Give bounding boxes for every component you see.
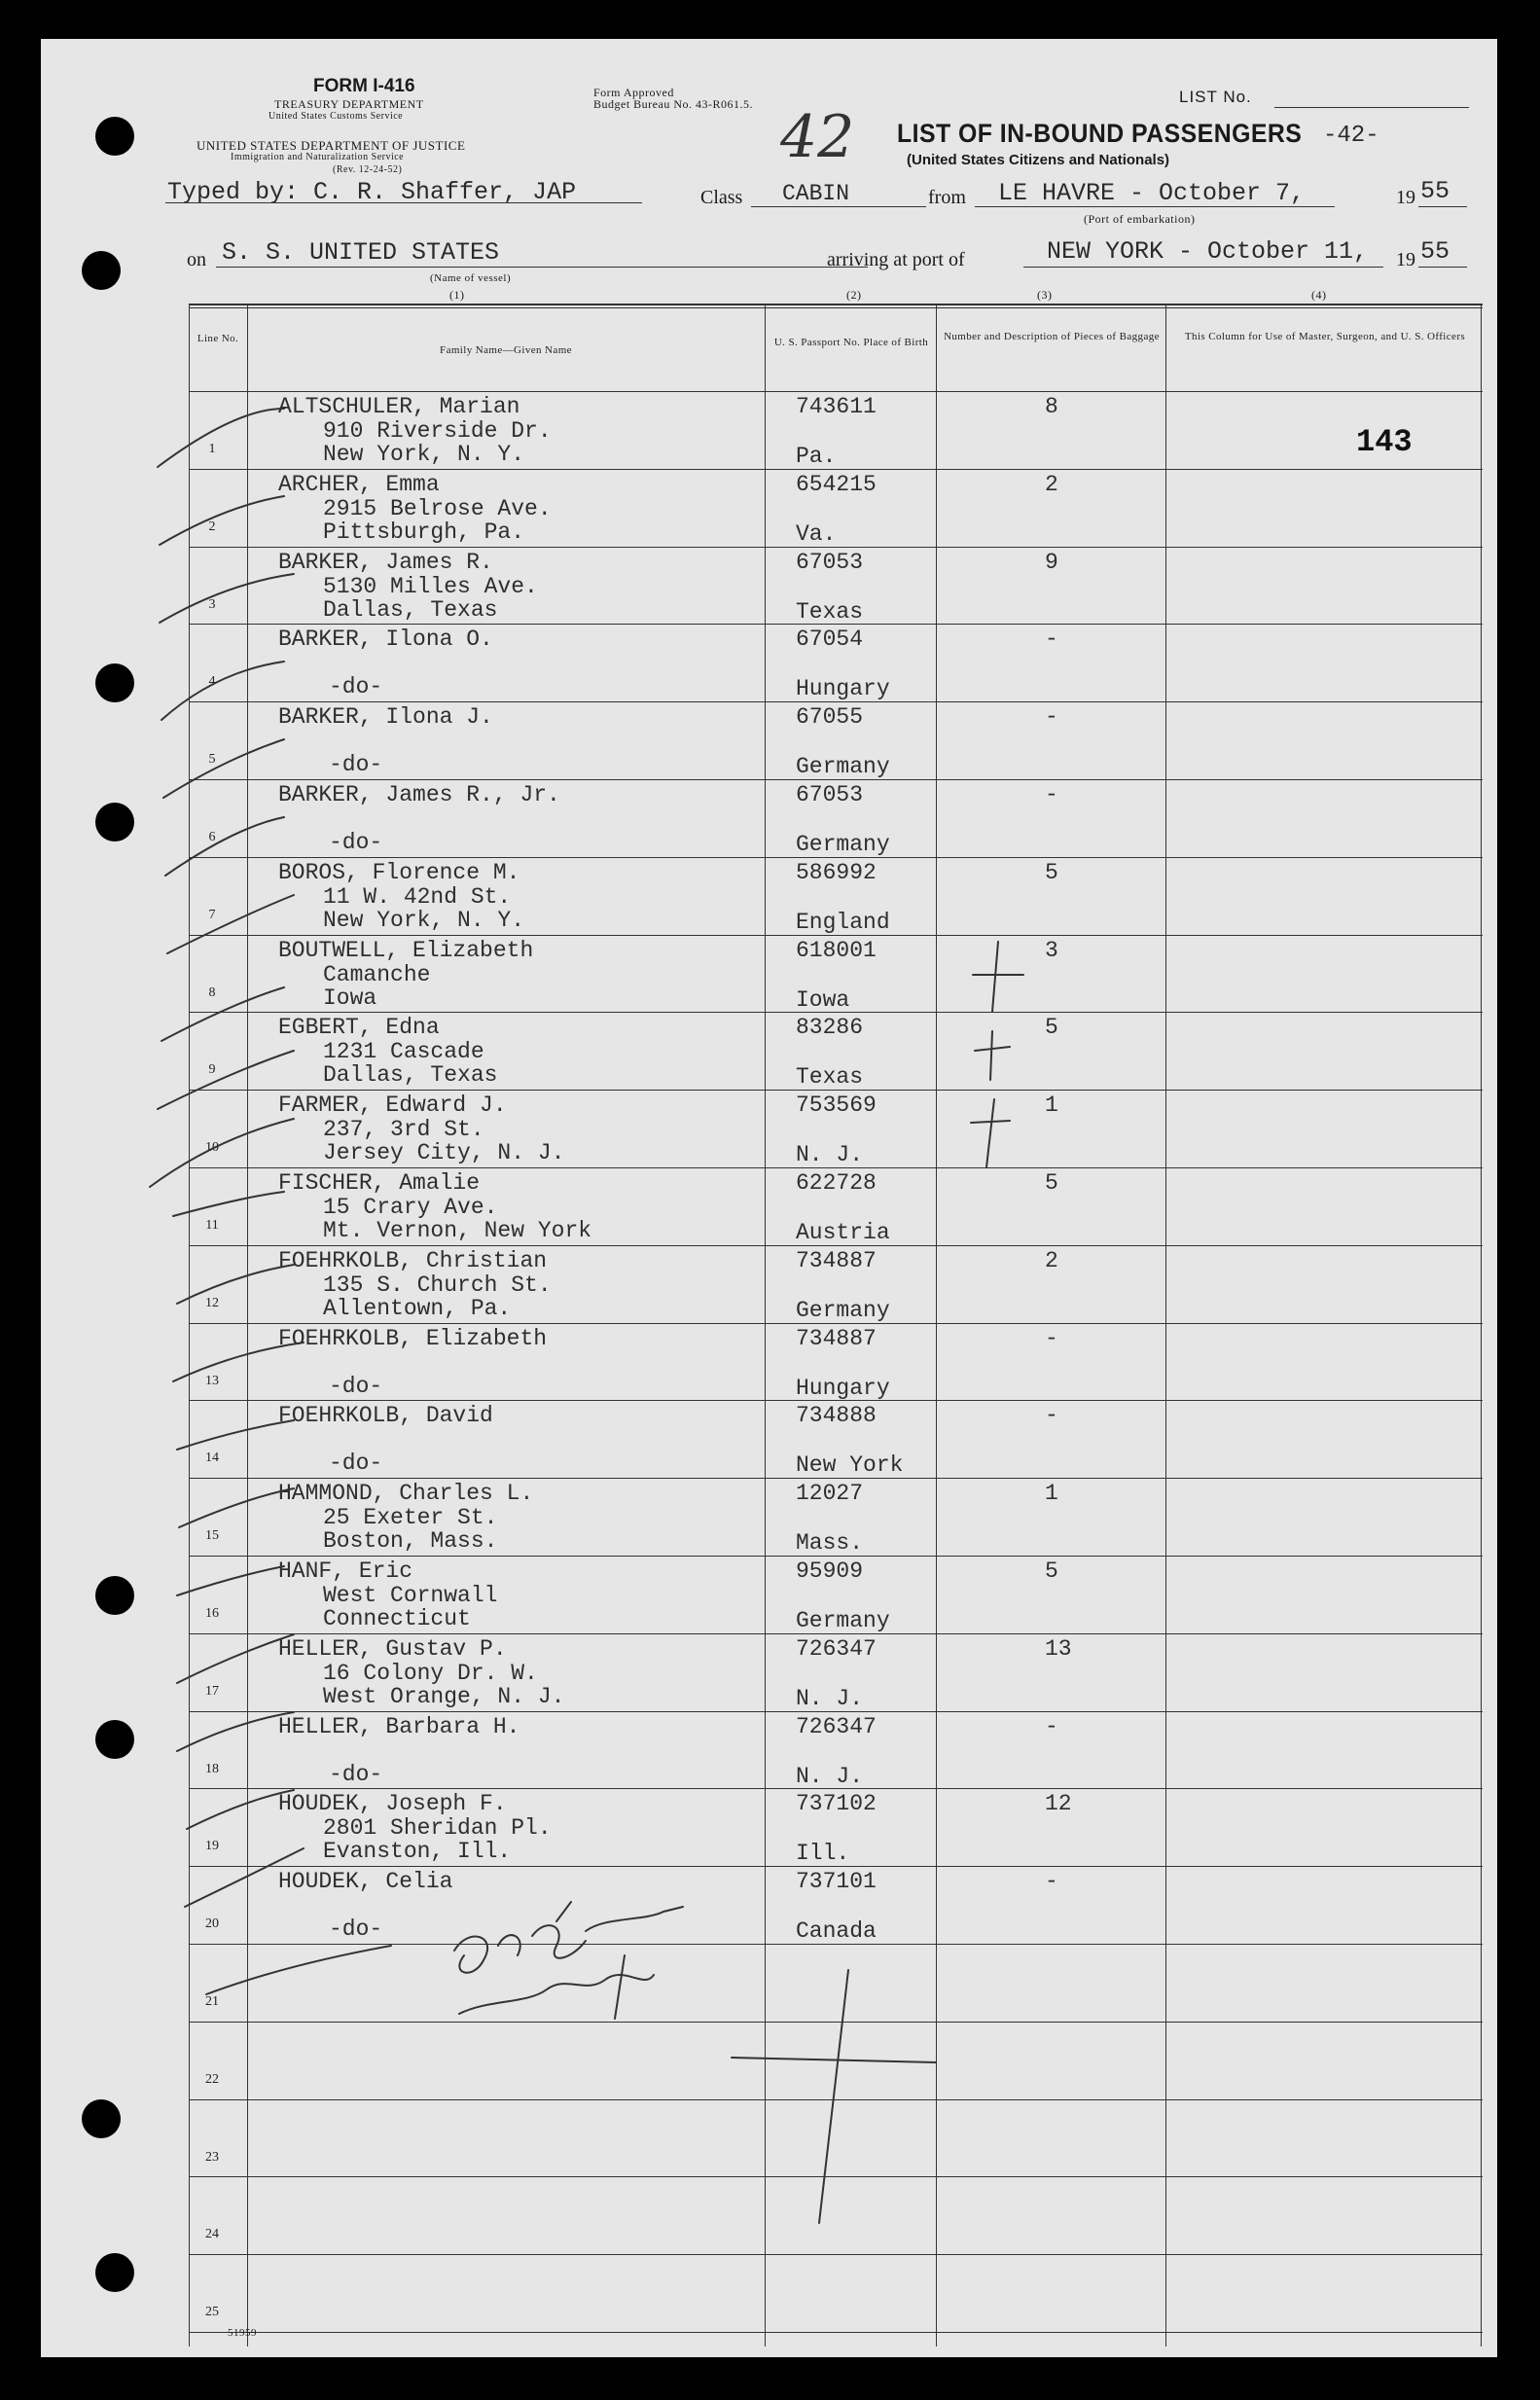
list-no-label: LIST No.	[1179, 88, 1252, 106]
passport-number: 734888	[796, 1403, 877, 1428]
line-number: 8	[208, 985, 216, 1000]
form-number: FORM I-416	[313, 76, 415, 96]
passenger-name: BARKER, James R.	[278, 550, 493, 575]
place-of-birth: Austria	[796, 1220, 890, 1245]
punch-hole	[95, 1576, 134, 1615]
address-line-2: Iowa	[323, 985, 377, 1011]
manifest-sheet	[41, 39, 1497, 2357]
column-number-4: (4)	[1311, 288, 1327, 302]
line-number: 9	[208, 1062, 216, 1077]
form-approved: Form Approved	[593, 86, 674, 99]
line-number: 16	[205, 1606, 219, 1621]
address-line-2: Allentown, Pa.	[323, 1296, 512, 1321]
from-year-prefix: 19	[1396, 187, 1415, 208]
address-line-2: Pittsburgh, Pa.	[323, 519, 525, 545]
line-number: 1	[208, 442, 216, 456]
passenger-name: FOEHRKOLB, Elizabeth	[278, 1326, 548, 1351]
address-line-2: -do-	[329, 1916, 383, 1942]
line-number: 14	[205, 1451, 219, 1465]
passport-number: 743611	[796, 394, 877, 419]
on-label: on	[187, 249, 206, 270]
passport-number: 726347	[796, 1636, 877, 1662]
address-line-1: 16 Colony Dr. W.	[323, 1661, 538, 1686]
baggage-count: -	[1045, 704, 1058, 730]
address-line-1: 2915 Belrose Ave.	[323, 496, 552, 521]
line-number: 24	[205, 2227, 219, 2241]
place-of-birth: N. J.	[796, 1142, 864, 1167]
address-line-2: -do-	[329, 752, 383, 777]
passenger-name: BARKER, Ilona O.	[278, 627, 493, 652]
passport-number: 753569	[796, 1093, 877, 1118]
passenger-name: HOUDEK, Celia	[278, 1869, 453, 1894]
passenger-name: FOEHRKOLB, Christian	[278, 1248, 548, 1273]
line-number: 15	[205, 1528, 219, 1543]
baggage-count: -	[1045, 782, 1058, 807]
line-number: 21	[205, 1994, 219, 2009]
punch-hole	[95, 117, 134, 156]
punch-hole	[95, 663, 134, 702]
immigration-label: Immigration and Naturalization Service	[231, 152, 405, 162]
address-line-1: 11 W. 42nd St.	[323, 884, 512, 910]
passport-number: 586992	[796, 860, 877, 885]
place-of-birth: N. J.	[796, 1686, 864, 1711]
baggage-count: -	[1045, 1869, 1058, 1894]
baggage-count: 8	[1045, 394, 1058, 419]
address-line-1: 910 Riverside Dr.	[323, 418, 552, 444]
address-line-2: Boston, Mass.	[323, 1528, 498, 1554]
page-stamp-number: 143	[1356, 424, 1413, 460]
address-line-2: Jersey City, N. J.	[323, 1140, 565, 1165]
arriving-label: arriving at port of	[827, 249, 965, 270]
revision-label: (Rev. 12-24-52)	[333, 164, 403, 175]
column-header-line: Line No.	[197, 333, 239, 344]
line-number: 10	[205, 1140, 219, 1155]
place-of-birth: Germany	[796, 1608, 890, 1633]
address-line-2: New York, N. Y.	[323, 442, 525, 467]
column-header-baggage: Number and Description of Pieces of Baggage	[944, 331, 1160, 342]
line-number: 19	[205, 1839, 219, 1853]
class-value: CABIN	[782, 181, 850, 206]
punch-hole	[82, 251, 121, 290]
from-label: from	[928, 187, 966, 208]
line-number: 22	[205, 2072, 219, 2087]
column-header-passport: U. S. Passport No. Place of Birth	[773, 337, 929, 348]
line-number: 2	[208, 519, 216, 534]
place-of-birth: England	[796, 910, 890, 935]
passenger-name: FOEHRKOLB, David	[278, 1403, 493, 1428]
baggage-count: 1	[1045, 1093, 1058, 1118]
passenger-name: FARMER, Edward J.	[278, 1093, 507, 1118]
passport-number: 737102	[796, 1791, 877, 1816]
place-of-birth: Pa.	[796, 444, 837, 469]
page-title: LIST OF IN-BOUND PASSENGERS	[897, 119, 1303, 148]
passport-number: 618001	[796, 938, 877, 963]
address-line-1: 2801 Sheridan Pl.	[323, 1815, 552, 1841]
passport-number: 95909	[796, 1558, 864, 1584]
baggage-count: 1	[1045, 1481, 1058, 1506]
column-header-name: Family Name—Given Name	[440, 344, 572, 356]
baggage-count: -	[1045, 1326, 1058, 1351]
place-of-birth: Canada	[796, 1918, 877, 1944]
address-line-2: Dallas, Texas	[323, 1062, 498, 1088]
vessel-caption: (Name of vessel)	[430, 272, 512, 284]
baggage-count: 5	[1045, 1170, 1058, 1196]
passenger-name: BARKER, James R., Jr.	[278, 782, 560, 807]
baggage-count: 2	[1045, 472, 1058, 497]
passport-number: 12027	[796, 1481, 864, 1506]
baggage-count: 13	[1045, 1636, 1072, 1662]
passport-number: 734887	[796, 1248, 877, 1273]
baggage-count: 2	[1045, 1248, 1058, 1273]
place-of-birth: N. J.	[796, 1764, 864, 1789]
passport-number: 726347	[796, 1714, 877, 1739]
justice-label: UNITED STATES DEPARTMENT OF JUSTICE	[197, 138, 466, 153]
form-code: 51959	[228, 2327, 257, 2339]
baggage-count: 5	[1045, 1015, 1058, 1040]
passport-number: 83286	[796, 1015, 864, 1040]
passenger-name: HELLER, Barbara H.	[278, 1714, 520, 1739]
handwritten-annotations	[41, 39, 1497, 2357]
place-of-birth: Texas	[796, 1064, 864, 1090]
address-line-2: West Orange, N. J.	[323, 1684, 565, 1709]
baggage-count: -	[1045, 1403, 1058, 1428]
place-of-birth: Germany	[796, 754, 890, 779]
address-line-2: -do-	[329, 830, 383, 855]
line-number: 5	[208, 752, 216, 767]
embarkation-port: LE HAVRE - October 7,	[998, 179, 1306, 207]
vessel-name: S. S. UNITED STATES	[222, 238, 500, 267]
passport-number: 622728	[796, 1170, 877, 1196]
place-of-birth: Va.	[796, 521, 837, 547]
address-line-2: New York, N. Y.	[323, 908, 525, 933]
line-number: 25	[205, 2305, 219, 2319]
baggage-count: -	[1045, 627, 1058, 652]
passenger-name: HOUDEK, Joseph F.	[278, 1791, 507, 1816]
passport-number: 734887	[796, 1326, 877, 1351]
passenger-name: HELLER, Gustav P.	[278, 1636, 507, 1662]
passenger-name: ALTSCHULER, Marian	[278, 394, 520, 419]
address-line-2: -do-	[329, 1374, 383, 1399]
place-of-birth: Texas	[796, 599, 864, 625]
arrival-port: NEW YORK - October 11,	[1047, 237, 1369, 266]
passport-number: 67054	[796, 627, 864, 652]
place-of-birth: Mass.	[796, 1530, 864, 1556]
place-of-birth: Hungary	[796, 676, 890, 701]
passport-number: 67055	[796, 704, 864, 730]
passenger-name: BARKER, Ilona J.	[278, 704, 493, 730]
passenger-name: BOUTWELL, Elizabeth	[278, 938, 534, 963]
passport-number: 654215	[796, 472, 877, 497]
baggage-count: 12	[1045, 1791, 1072, 1816]
place-of-birth: Germany	[796, 832, 890, 857]
place-of-birth: Ill.	[796, 1841, 850, 1866]
address-line-1: 25 Exeter St.	[323, 1505, 498, 1530]
address-line-1: West Cornwall	[323, 1583, 498, 1608]
place-of-birth: Iowa	[796, 987, 850, 1013]
place-of-birth: New York	[796, 1452, 904, 1478]
passenger-name: HAMMOND, Charles L.	[278, 1481, 534, 1506]
passenger-name: HANF, Eric	[278, 1558, 413, 1584]
address-line-2: Dallas, Texas	[323, 597, 498, 623]
address-line-2: Evanston, Ill.	[323, 1839, 512, 1864]
punch-hole	[95, 803, 134, 842]
address-line-1: 135 S. Church St.	[323, 1272, 552, 1298]
address-line-2: Mt. Vernon, New York	[323, 1218, 592, 1243]
list-number: -42-	[1323, 123, 1379, 149]
address-line-2: -do-	[329, 674, 383, 699]
address-line-2: -do-	[329, 1762, 383, 1787]
budget-bureau: Budget Bureau No. 43-R061.5.	[593, 97, 753, 111]
punch-hole	[95, 2253, 134, 2292]
line-number: 18	[205, 1762, 219, 1776]
place-of-birth: Germany	[796, 1298, 890, 1323]
place-of-birth: Hungary	[796, 1376, 890, 1401]
line-number: 12	[205, 1296, 219, 1310]
customs-label: United States Customs Service	[269, 111, 404, 122]
column-number-1: (1)	[449, 288, 465, 302]
column-number-2: (2)	[846, 288, 862, 302]
passenger-name: ARCHER, Emma	[278, 472, 440, 497]
baggage-count: 9	[1045, 550, 1058, 575]
address-line-2: Connecticut	[323, 1606, 471, 1631]
baggage-count: 5	[1045, 860, 1058, 885]
line-number: 7	[208, 908, 216, 922]
treasury-label: TREASURY DEPARTMENT	[274, 97, 424, 111]
address-line-1: 15 Crary Ave.	[323, 1195, 498, 1220]
arriving-year-prefix: 19	[1396, 249, 1415, 270]
address-line-1: 1231 Cascade	[323, 1039, 484, 1064]
class-label: Class	[700, 187, 743, 208]
address-line-1: Camanche	[323, 962, 431, 987]
punch-hole	[95, 1720, 134, 1759]
address-line-1: 5130 Milles Ave.	[323, 574, 538, 599]
line-number: 20	[205, 1916, 219, 1931]
column-number-3: (3)	[1037, 288, 1053, 302]
from-year: 55	[1420, 177, 1450, 205]
passenger-name: EGBERT, Edna	[278, 1015, 440, 1040]
baggage-count: 3	[1045, 938, 1058, 963]
line-number: 17	[205, 1684, 219, 1699]
passenger-name: BOROS, Florence M.	[278, 860, 520, 885]
handwritten-list-number: 42	[780, 103, 855, 171]
line-number: 11	[205, 1218, 219, 1233]
passport-number: 67053	[796, 782, 864, 807]
typed-by: Typed by: C. R. Shaffer, JAP	[167, 178, 577, 206]
passport-number: 737101	[796, 1869, 877, 1894]
passport-number: 67053	[796, 550, 864, 575]
line-number: 3	[208, 597, 216, 612]
port-caption: (Port of embarkation)	[1084, 212, 1196, 226]
line-number: 4	[208, 674, 216, 689]
arriving-year: 55	[1420, 237, 1450, 266]
address-line-1: 237, 3rd St.	[323, 1117, 484, 1142]
address-line-2: -do-	[329, 1451, 383, 1476]
line-number: 23	[205, 2150, 219, 2165]
passenger-name: FISCHER, Amalie	[278, 1170, 481, 1196]
baggage-count: -	[1045, 1714, 1058, 1739]
column-header-officers: This Column for Use of Master, Surgeon, and U. S. Officers	[1184, 331, 1466, 342]
baggage-count: 5	[1045, 1558, 1058, 1584]
punch-hole	[82, 2099, 121, 2138]
page-subtitle: (United States Citizens and Nationals)	[907, 152, 1170, 168]
line-number: 13	[205, 1374, 219, 1388]
line-number: 6	[208, 830, 216, 844]
